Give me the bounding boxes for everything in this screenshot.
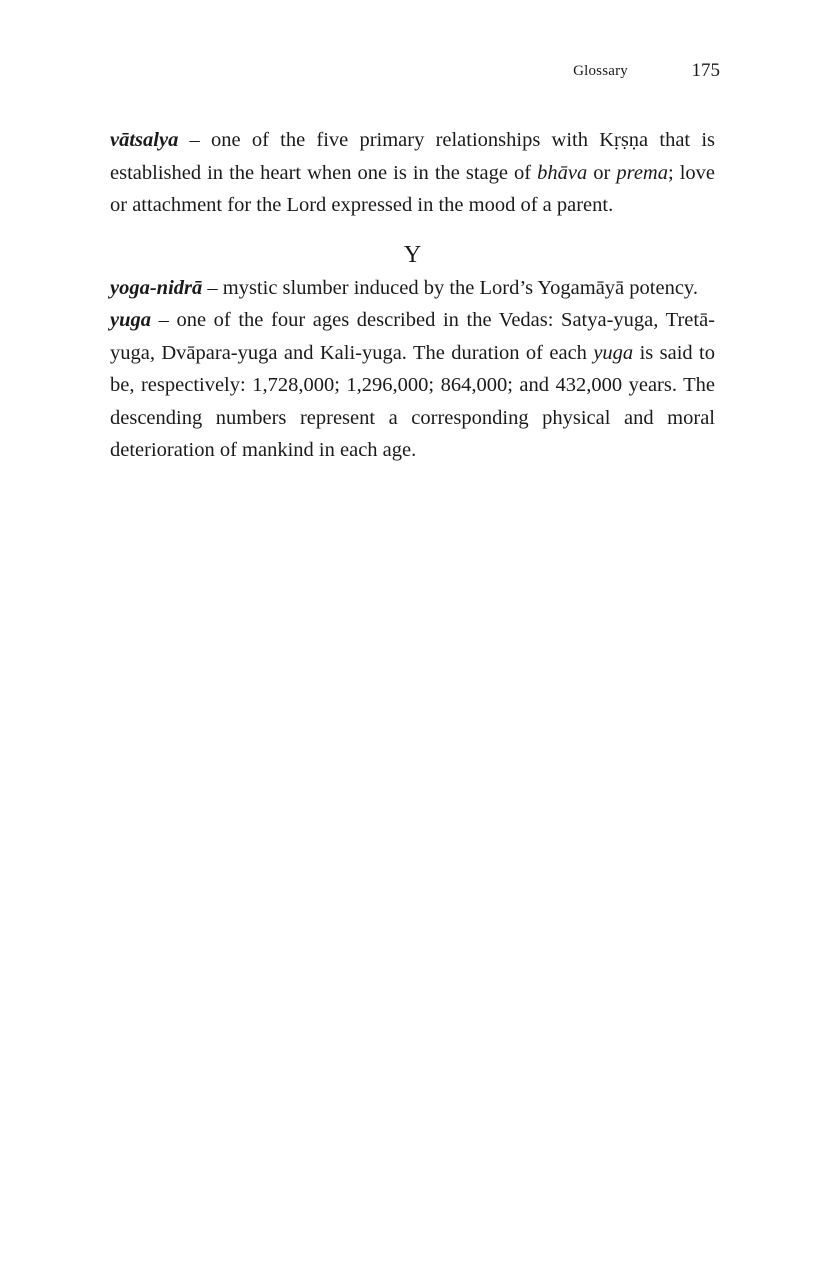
definition-text: or xyxy=(587,161,617,184)
glossary-term: yoga-nidrā xyxy=(110,276,203,299)
entry-dash: – xyxy=(178,129,212,151)
definition-text: mystic slumber induced by the Lord’s Yogamāyā potency. xyxy=(222,276,698,299)
definition-text: is said to be, respectively: 1,728,000; 1,296,000; 864,000; and 432,000 years. The descending numbers represent a corresponding physical and moral deterioration of mankind in each age. xyxy=(110,341,715,461)
running-head xyxy=(110,60,720,84)
definition-italic-term: prema xyxy=(616,161,668,184)
page-number: 175 xyxy=(691,60,720,81)
section-letter-heading: Y xyxy=(403,241,422,268)
entry-dash: – xyxy=(202,276,223,299)
definition-text: one of the four ages described in the Vedas: Satya-yuga, Tretā-yuga, Dvāpara-yuga and Kali-yuga. The duration of each xyxy=(110,309,715,364)
glossary-term: vātsalya xyxy=(110,129,179,151)
glossary-content xyxy=(110,124,715,467)
running-head-title: Glossary xyxy=(573,63,628,79)
definition-text: one of the five primary relationships with Kṛṣṇa that is established in the heart when one is in the stage of xyxy=(110,129,715,184)
entry-dash: – xyxy=(151,309,177,331)
definition-italic-term: yuga xyxy=(593,341,634,364)
glossary-entry-vatsalya xyxy=(110,124,715,222)
definition-italic-term: bhāva xyxy=(537,161,588,184)
glossary-entry-yoga-nidra xyxy=(110,272,715,305)
glossary-term: yuga xyxy=(110,309,151,331)
definition-text: ; love or attachment for the Lord expressed in the mood of a parent. xyxy=(110,161,715,216)
glossary-entry-yuga xyxy=(110,304,715,467)
